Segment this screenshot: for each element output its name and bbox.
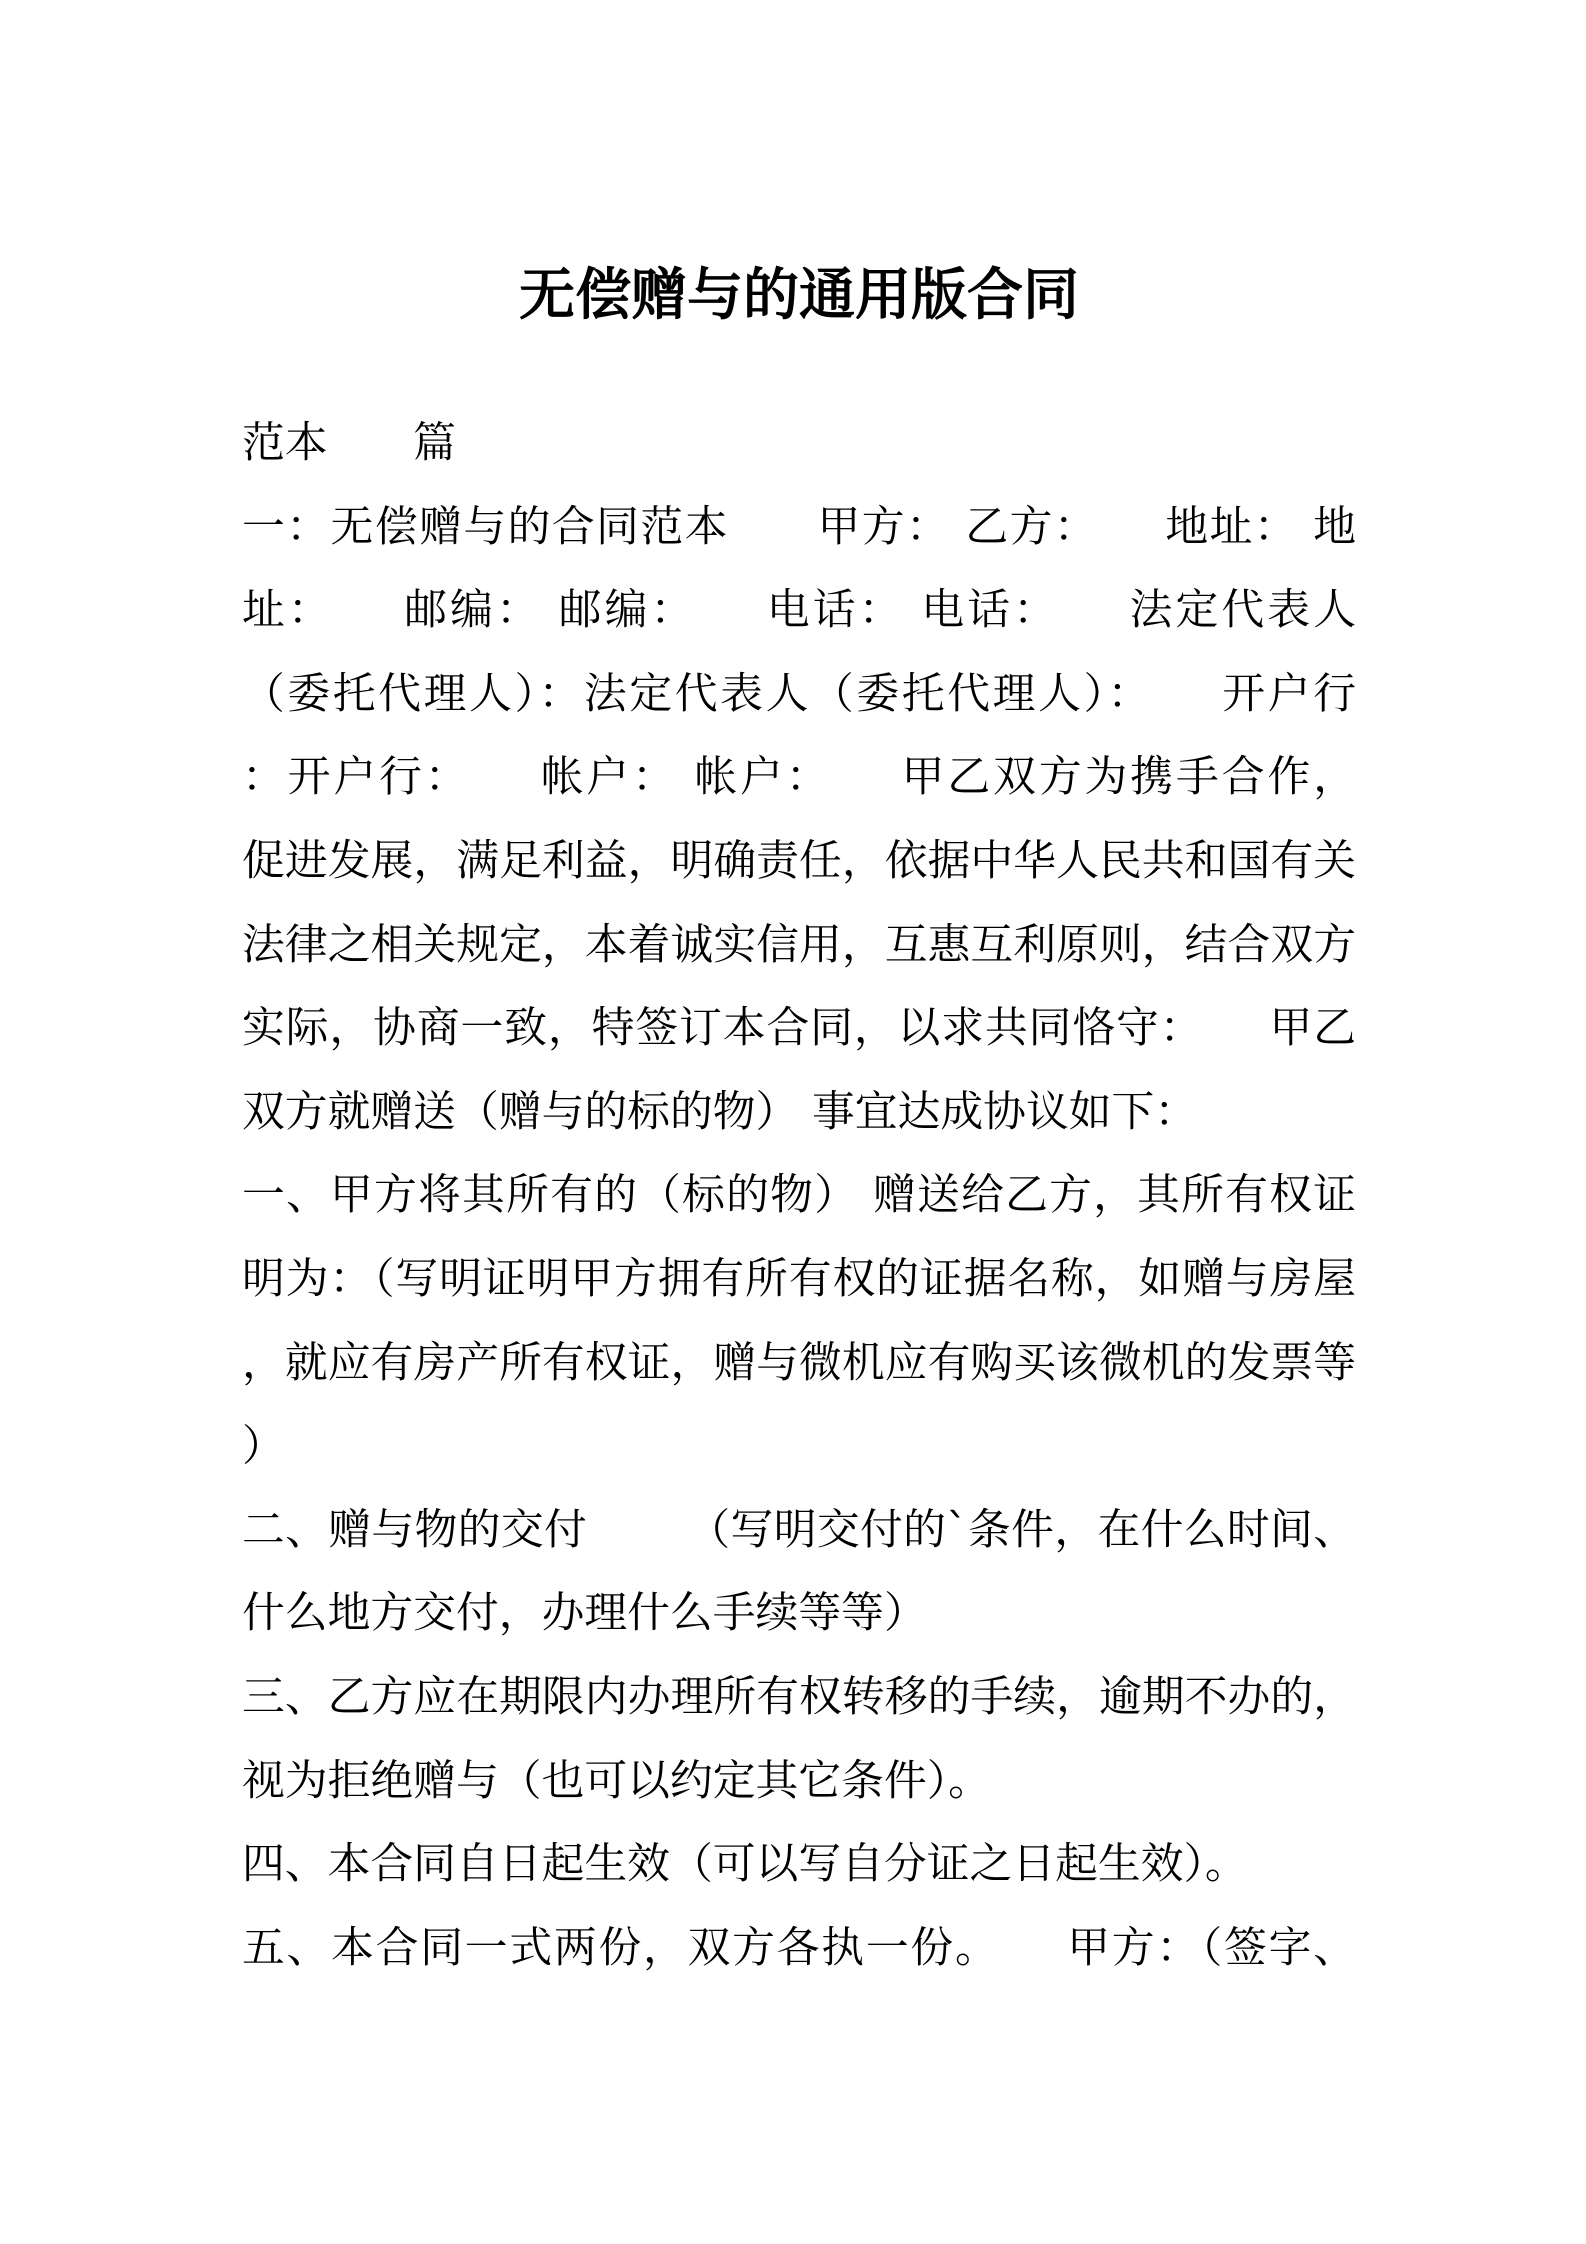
body-line: （委托代理人）：法定代表人（委托代理人）： 开户行	[242, 668, 1356, 719]
body-line: 五、本合同一式两份，双方各执一份。 甲方：（签字、	[242, 1922, 1356, 1973]
clause-1-paragraph	[242, 1154, 1356, 1488]
document-title: 无偿赠与的通用版合同	[519, 263, 1079, 328]
clause-5-paragraph	[242, 1907, 1356, 1991]
body-line: ）	[242, 1421, 285, 1472]
body-line: 实际，协商一致，特签订本合同，以求共同恪守： 甲乙	[242, 1003, 1356, 1054]
body-line: 一、甲方将其所有的（标的物） 赠送给乙方，其所有权证	[242, 1170, 1356, 1221]
body-line: 促进发展，满足利益，明确责任，依据中华人民共和国有关	[242, 835, 1356, 886]
body-line: 法律之相关规定，本着诚实信用，互惠互利原则，结合双方	[242, 919, 1356, 970]
body-line: 二、赠与物的交付 （写明交付的`条件，在什么时间、	[242, 1504, 1356, 1555]
clause-3-paragraph	[242, 1656, 1356, 1823]
body-line: 双方就赠送（赠与的标的物） 事宜达成协议如下：	[242, 1086, 1198, 1137]
body-line: 明为：（写明证明甲方拥有所有权的证据名称，如赠与房屋	[242, 1253, 1356, 1304]
body-line: ，就应有房产所有权证，赠与微机应有购买该微机的发票等	[242, 1337, 1356, 1388]
body-line: 视为拒绝赠与（也可以约定其它条件）。	[242, 1755, 991, 1806]
body-line: 四、本合同自日起生效（可以写自分证之日起生效）。	[242, 1839, 1248, 1890]
body-line: 什么地方交付，办理什么手续等等）	[242, 1588, 927, 1639]
body-line: ：开户行： 帐户： 帐户： 甲乙双方为携手合作，	[242, 752, 1356, 803]
document-body	[242, 402, 1356, 1990]
body-line: 一：无偿赠与的合同范本 甲方： 乙方： 地址： 地	[242, 501, 1356, 552]
clause-2-paragraph	[242, 1489, 1356, 1656]
body-line: 三、乙方应在期限内办理所有权转移的手续，逾期不办的，	[242, 1671, 1356, 1722]
intro-paragraph	[242, 486, 1356, 1155]
body-line: 址： 邮编： 邮编： 电话： 电话： 法定代表人	[242, 585, 1356, 636]
clause-4-paragraph	[242, 1823, 1356, 1907]
document-heading: 范本 篇	[242, 418, 456, 468]
